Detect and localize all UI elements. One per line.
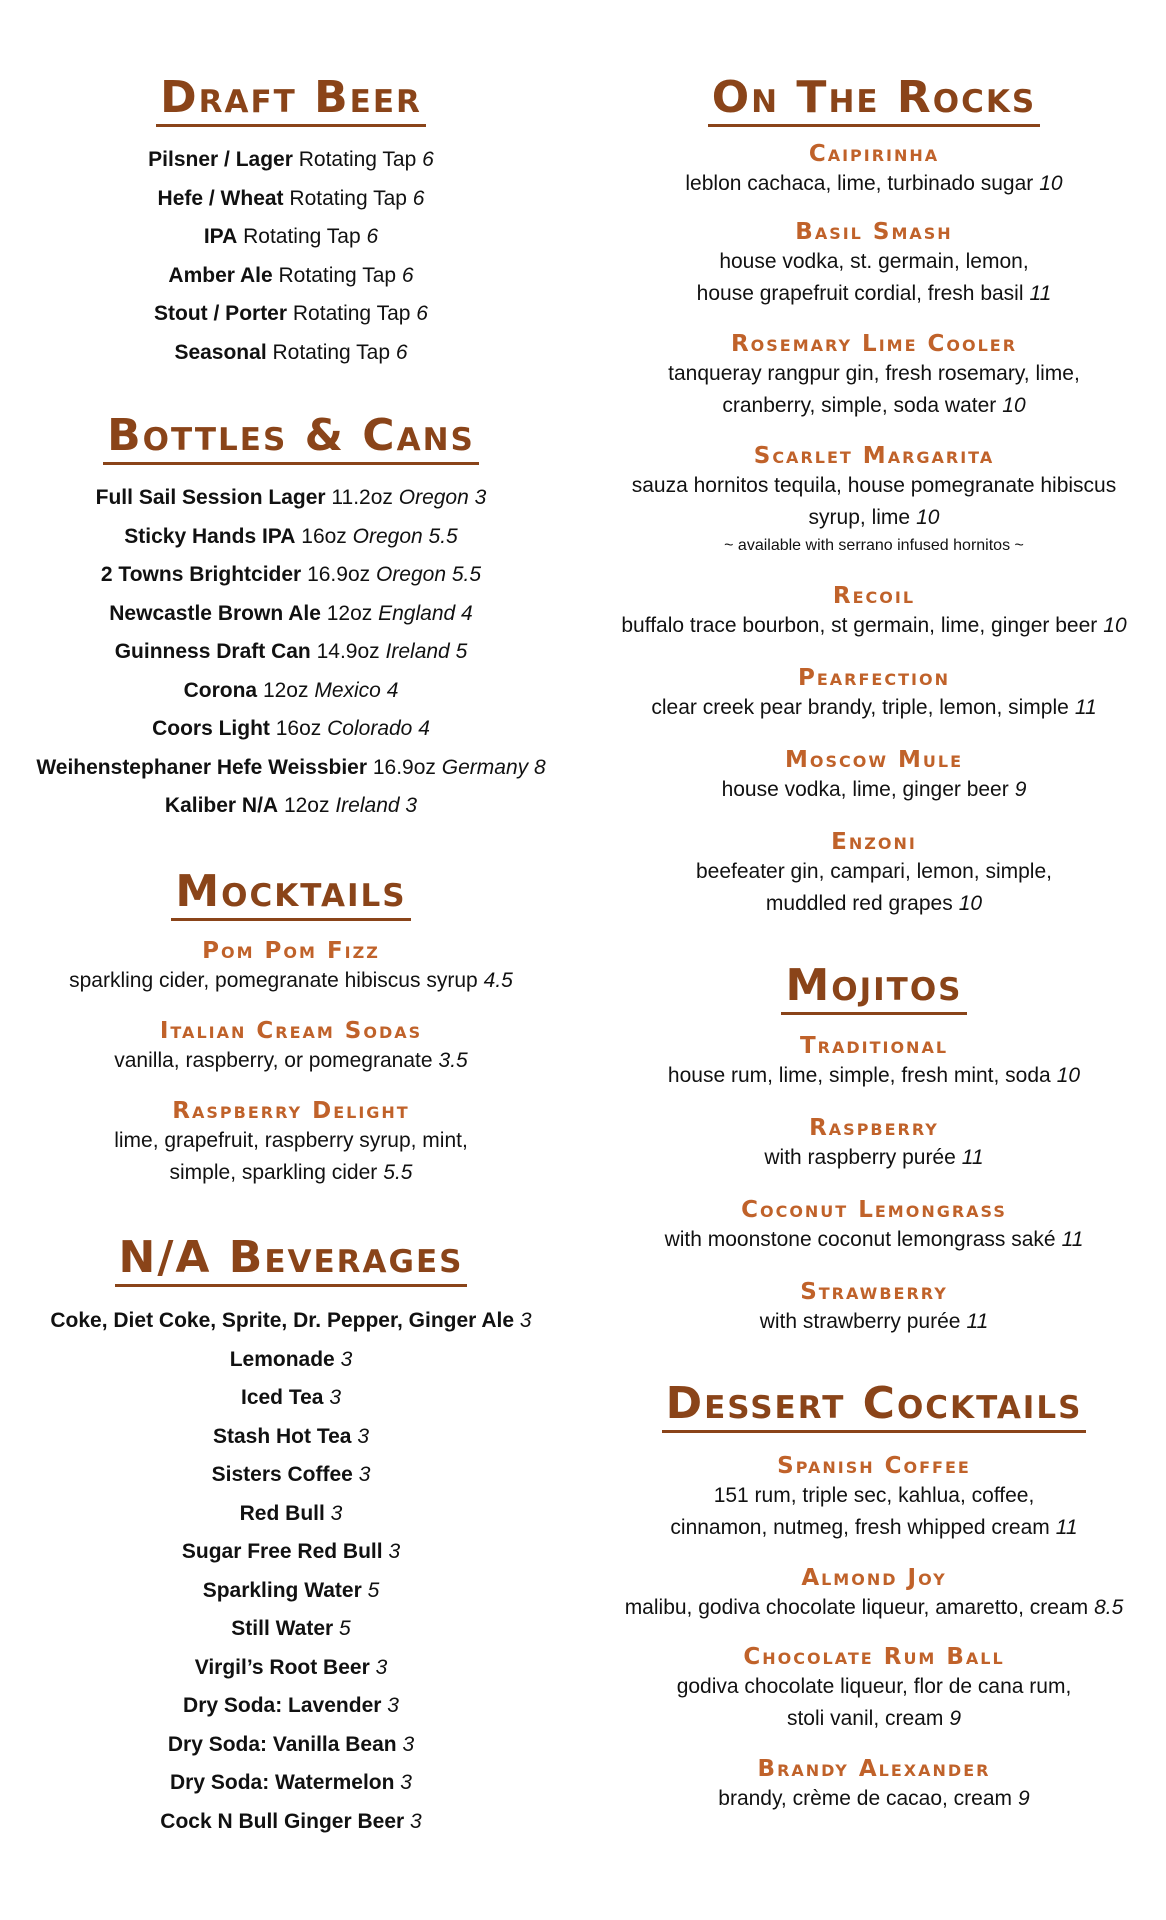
na-item: Dry Soda: Vanilla Bean 3: [167, 1732, 415, 1756]
mojito-item: Raspberry with raspberry purée 11: [764, 1115, 984, 1169]
draft-beer-item: Amber Ale Rotating Tap 6: [168, 263, 414, 287]
na-item: Cock N Bull Ginger Beer 3: [160, 1809, 422, 1833]
bottle-item: Kaliber N/A 12oz Ireland 3: [164, 794, 418, 817]
na-item: Still Water 5: [231, 1617, 351, 1640]
mojito-item: Traditional house rum, lime, simple, fresh mint, soda 10: [667, 1033, 1081, 1087]
na-beverages-heading: N/A Beverages: [0, 1232, 582, 1287]
mojitos-heading: Mojitos: [582, 960, 1166, 1015]
dessert-cocktails-heading: Dessert Cocktails: [582, 1378, 1166, 1433]
bottle-item: Corona 12oz Mexico 4: [183, 678, 399, 702]
mocktail-item: Italian Cream Sodas vanilla, raspberry, or pomegranate 3.5: [114, 1018, 468, 1072]
mojito-item: Coconut Lemongrass with moonstone coconut lemongrass saké 11: [664, 1197, 1084, 1251]
draft-beer-item: Hefe / Wheat Rotating Tap 6: [157, 186, 425, 210]
mocktail-item: Pom Pom Fizz sparkling cider, pomegranate hibiscus syrup 4.5: [69, 938, 513, 992]
na-beverages-list: [0, 1302, 582, 1841]
bottle-item: Weihenstephaner Hefe Weissbier 16.9oz Germany 8: [36, 755, 546, 779]
dessert-cocktail-item: Brandy Alexander brandy, crème de cacao, cream 9: [718, 1756, 1030, 1810]
on-the-rocks-heading: On The Rocks: [582, 72, 1166, 127]
bottle-item: Newcastle Brown Ale 12oz England 4: [109, 601, 473, 625]
draft-beer-heading: Draft Beer: [0, 72, 582, 127]
cocktail-item: Moscow Mule house vodka, lime, ginger beer 9: [721, 747, 1027, 801]
mocktail-item: Raspberry Delight lime, grapefruit, raspberry syrup, mint, simple, sparkling cider 5.5: [114, 1098, 468, 1184]
left-column: [0, 0, 582, 1920]
dessert-cocktail-item: Almond Joy malibu, godiva chocolate liqueur, amaretto, cream 8.5: [624, 1565, 1124, 1619]
na-item: Dry Soda: Lavender 3: [183, 1694, 399, 1717]
dessert-cocktail-item: Spanish Coffee 151 rum, triple sec, kahlua, coffee, cinnamon, nutmeg, fresh whipped cream 11: [670, 1453, 1078, 1539]
na-item: Red Bull 3: [239, 1501, 343, 1525]
draft-beer-item: Pilsner / Lager Rotating Tap 6: [148, 148, 434, 171]
bottle-item: Guinness Draft Can 14.9oz Ireland 5: [114, 640, 468, 663]
na-item: Lemonade 3: [229, 1347, 353, 1371]
cocktail-item: Recoil buffalo trace bourbon, st germain, lime, ginger beer 10: [621, 583, 1127, 637]
bottles-cans-heading: Bottles & Cans: [0, 410, 582, 465]
bottle-item: Full Sail Session Lager 11.2oz Oregon 3: [95, 486, 487, 509]
cocktail-item: Caipirinha leblon cachaca, lime, turbinado sugar 10: [685, 141, 1063, 195]
na-item: Sparkling Water 5: [202, 1578, 380, 1602]
na-item: Stash Hot Tea 3: [213, 1424, 369, 1448]
draft-beer-item: Seasonal Rotating Tap 6: [174, 340, 408, 364]
na-item: Virgil’s Root Beer 3: [194, 1655, 388, 1679]
na-item: Dry Soda: Watermelon 3: [170, 1771, 412, 1794]
cocktail-item: Enzoni beefeater gin, campari, lemon, simple, muddled red grapes 10: [695, 829, 1052, 915]
mocktails-heading: Mocktails: [0, 866, 582, 921]
bottles-cans-list: [0, 479, 582, 826]
bottle-item: Coors Light 16oz Colorado 4: [152, 717, 430, 740]
na-item: Iced Tea 3: [240, 1386, 341, 1409]
draft-beer-list: [0, 141, 582, 372]
draft-beer-item: IPA Rotating Tap 6: [203, 225, 379, 248]
mojito-item: Strawberry with strawberry purée 11: [759, 1279, 989, 1333]
na-item: Coke, Diet Coke, Sprite, Dr. Pepper, Ginger Ale 3: [50, 1309, 532, 1332]
availability-note: ~ available with serrano infused hornitos ~: [724, 537, 1024, 554]
cocktail-item: Scarlet Margarita sauza hornitos tequila, house pomegranate hibiscus syrup, lime 10 ~ available with serrano infused hornitos ~: [582, 442, 1166, 558]
dessert-cocktail-item: Chocolate Rum Ball godiva chocolate liqueur, flor de cana rum, stoli vanil, cream 9: [676, 1644, 1072, 1730]
draft-beer-item: Stout / Porter Rotating Tap 6: [154, 302, 428, 325]
cocktail-item: Basil Smash house vodka, st. germain, lemon, house grapefruit cordial, fresh basil 11: [696, 219, 1052, 305]
bottle-item: Sticky Hands IPA 16oz Oregon 5.5: [124, 524, 458, 548]
na-item: Sisters Coffee 3: [211, 1463, 371, 1486]
na-item: Sugar Free Red Bull 3: [181, 1540, 401, 1563]
right-column: [582, 0, 1166, 1920]
cocktail-item: Pearfection clear creek pear brandy, triple, lemon, simple 11: [651, 665, 1097, 719]
cocktail-item: Rosemary Lime Cooler tanqueray rangpur gin, fresh rosemary, lime, cranberry, simple, soda water 10: [668, 331, 1080, 417]
bottle-item: 2 Towns Brightcider 16.9oz Oregon 5.5: [100, 563, 482, 586]
